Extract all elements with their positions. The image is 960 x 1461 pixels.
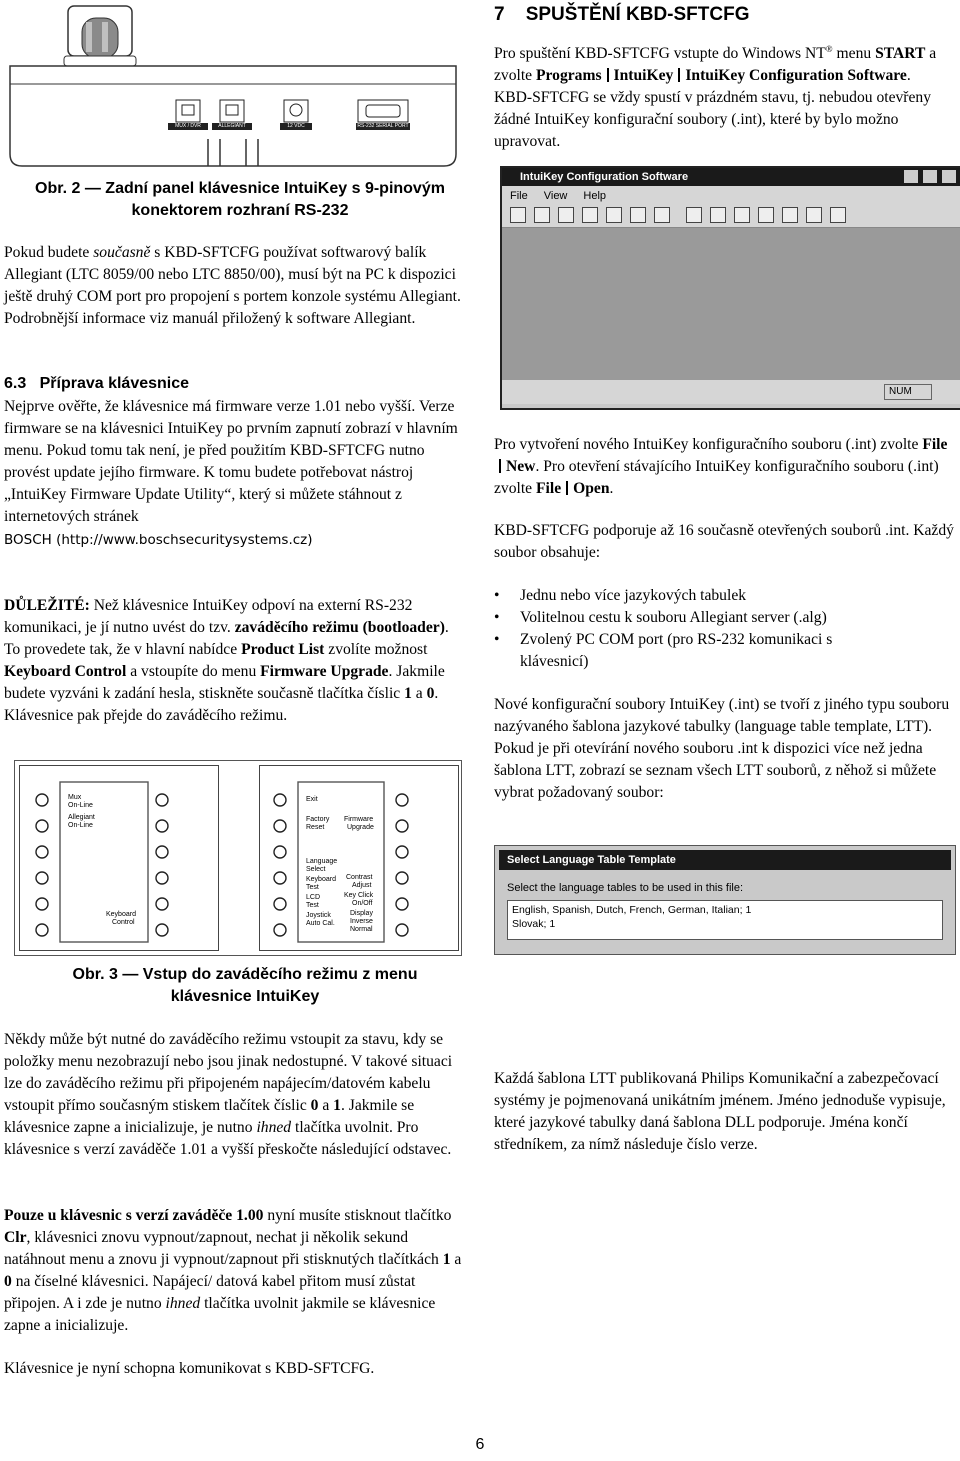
lcd1-keyboard: Keyboard (106, 911, 136, 918)
lcd2-lcd-test: Test (306, 902, 319, 909)
app-window-titlebar (502, 168, 960, 186)
copy-icon[interactable] (582, 207, 598, 223)
bosch-url: BOSCH (http://www.boschsecuritysystems.cz) (4, 532, 313, 548)
settings-icon[interactable] (806, 207, 822, 223)
keyboard-ready-paragraph: Klávesnice je nyní schopna komunikovat s KBD-SFTCFG. (4, 1360, 375, 1377)
ltt-paragraph: Nové konfigurační soubory IntuiKey (.int) se tvoří z jiného typu souboru nazývaného šablona jazykové tabulky (language table template, LTT). Pokud je při otevírání nového souboru .int k dispozici více než jedna šablona LTT, zobrazí se seznam všech LTT souborů, z něhož si můžete vybrat požadovaný soubor: (494, 696, 950, 801)
bootloader-direct-paragraph: Někdy může být nutné do zaváděcího režimu vstoupit za stavu, kdy se položky menu nezobrazují nebo jsou jinak nedostupné. V takové situaci lze do zaváděcího režimu při připojeném napájecím/datovém kabelu vstoupit přímo současným stiskem tlačítek číslic 0 a 1. Jakmile se klávesnice zapne a inicializuje, je nutno ihned tlačítka uvolnit. Pro klávesnice s verzí zaváděče 1.01 a vyšší přeskočte následující odstavec. (4, 1031, 453, 1158)
section-7-intro: Pro spuštění KBD-SFTCFG vstupte do Windows NT® menu START a zvolte Programs IntuiKey IntuiKey Configuration Software. KBD-SFTCFG se vždy spustí v prázdném stavu, tj. nebudou otevřeny žádné IntuiKey konfigurační soubory (.int), které by bylo možno upravovat. (494, 44, 937, 151)
workspace (502, 228, 960, 380)
keyboard-rear-illustration (8, 4, 458, 174)
ltt-list (507, 900, 943, 940)
figure-3-label: Obr. 3 (72, 966, 118, 983)
maximize-icon[interactable] (923, 170, 937, 183)
figure-3-text: — Vstup do zaváděcího režimu z menu klávesnice IntuiKey (122, 966, 418, 1005)
figure-2-text: — Zadní panel klávesnice IntuiKey s 9-pinovým konektorem rozhraní RS-232 (84, 180, 445, 219)
lcd2-upgrade: Upgrade (347, 824, 374, 831)
bootloader-100-paragraph: Pouze u klávesnic s verzí zaváděče 1.00 nyní musíte stisknout tlačítko Clr, klávesnici znovu vypnout/zapnout, nechat ji několik sekund natáhnout menu a znovu ji vypnout/zapnout při stisknutých tlačítkách 1 a 0 na číselné klávesnici. Napájecí/ datová kabel přitom musí zůstat připojen. A i zde je nutno ihned tlačítka uvolnit jakmile se klávesnice zapne a inicializuje. (4, 1207, 462, 1334)
redo-icon[interactable] (654, 207, 670, 223)
list-item: • Volitelnou cestu k souboru Allegiant server (.alg) (494, 607, 924, 629)
lcd2-autocal: Auto Cal. (306, 920, 335, 927)
close-icon[interactable] (942, 170, 956, 183)
ltt-naming-paragraph: Každá šablona LTT publikovaná Philips Komunikační a zabezpečovací systémy je pojmenovaná unikátním jménem. Jméno jednoduše vypisuje, které jazykové tabulky daná šablona DLL podporuje. Jména končí středníkem, za nímž následuje číslo verze. (494, 1070, 946, 1153)
lcd2-exit: Exit (306, 796, 318, 803)
keyboard-outline (8, 4, 458, 174)
ltt-dialog-titlebar: Select Language Table Template (499, 850, 951, 870)
list-item: • Jednu nebo více jazykových tabulek (494, 585, 924, 607)
list-item: • Zvolený PC COM port (pro RS-232 komunikaci s klávesnicí) (494, 629, 924, 673)
lcd2-keyboard-test: Keyboard (306, 876, 336, 883)
menu-view[interactable]: View (543, 190, 568, 202)
keyboard-icon[interactable] (710, 207, 726, 223)
save-icon[interactable] (558, 207, 574, 223)
menu-help[interactable]: Help (583, 190, 607, 202)
lcd1-allegiant: Allegiant (68, 814, 95, 821)
menu-file[interactable]: File (510, 190, 528, 202)
lcd2-inverse: Inverse (350, 918, 373, 925)
lcd-panel-1 (19, 765, 219, 951)
port-label-rs232: RS-232 SERIAL PORT (357, 123, 409, 129)
app-window-title: IntuiKey Configuration Software (520, 171, 689, 183)
section-6-3-heading: 6.3 Příprava klávesnice (4, 375, 190, 392)
edit-icon[interactable] (782, 207, 798, 223)
figure-2-caption (0, 178, 480, 222)
port-label-mux: MUX / DVR (168, 123, 208, 130)
menu-bar (502, 186, 960, 204)
status-bar (502, 380, 960, 404)
new-open-paragraph: Pro vytvoření nového IntuiKey konfiguračního souboru (.int) zvolte FileNew. Pro otevření stávajícího IntuiKey konfiguračního souboru (.int) zvolte File Open. (494, 436, 948, 497)
minimize-icon[interactable] (904, 170, 918, 183)
open-file-icon[interactable] (534, 207, 550, 223)
table-icon[interactable] (686, 207, 702, 223)
port-label-allegiant: ALLEGIANT (212, 123, 252, 130)
undo-icon[interactable] (630, 207, 646, 223)
page-number: 6 (475, 1436, 485, 1453)
lcd1-allegiant-online: On-Line (68, 822, 93, 829)
lcd2-contrast: Contrast (346, 874, 373, 881)
lcd2-onoff: On/Off (352, 900, 373, 907)
toolbar (502, 204, 960, 228)
lcd1-mux: Mux (68, 794, 82, 801)
lcd-panel-2 (259, 765, 459, 951)
num-lock-indicator: NUM (884, 384, 932, 400)
lcd2-firmware: Firmware (344, 816, 374, 823)
lcd2-keyclick: Key Click (344, 892, 374, 899)
lcd2-language: Language (306, 858, 338, 865)
file-contents-list (494, 585, 924, 673)
lcd2-factory: Factory (306, 816, 330, 823)
figure-2-label: Obr. 2 (35, 180, 81, 197)
section-7-heading: 7 SPUŠTĚNÍ KBD-SFTCFG (494, 4, 750, 25)
port-label-12vdc: 12 VDC (280, 123, 312, 130)
lcd2-reset: Reset (306, 824, 325, 831)
lcd2-select: Select (306, 866, 326, 873)
upload-icon[interactable] (758, 207, 774, 223)
window-controls (902, 170, 956, 188)
ltt-dialog-screenshot (494, 845, 956, 955)
figure-3-caption (30, 964, 460, 1008)
help-icon[interactable] (830, 207, 846, 223)
max-files-paragraph: KBD-SFTCFG podporuje až 16 současně otevřených souborů .int. Každý soubor obsahuje: (494, 522, 954, 561)
download-icon[interactable] (734, 207, 750, 223)
lcd2-joystick: Joystick (306, 912, 331, 919)
ltt-list-item[interactable]: Slovak; 1 (512, 918, 556, 930)
lcd-panels-figure (14, 760, 462, 956)
new-file-icon[interactable] (510, 207, 526, 223)
app-window-screenshot (500, 166, 960, 410)
lcd2-adjust: Adjust (352, 882, 372, 889)
lcd2-lcd: LCD (306, 894, 321, 901)
lcd1-mux-online: On-Line (68, 802, 93, 809)
lcd2-display: Display (350, 910, 373, 917)
lcd1-control: Control (112, 919, 135, 926)
lcd2-test: Test (306, 884, 319, 891)
lcd2-normal: Normal (350, 926, 373, 933)
allegiant-paragraph: Pokud budete současně s KBD-SFTCFG používat softwarový balík Allegiant (LTC 8059/00 nebo LTC 8850/00), musí být na PC k dispozici ještě druhý COM port pro propojení s portem konzole systému Allegiant. Podrobnější informace viz manuál přiložený k software Allegiant. (4, 244, 461, 327)
section-6-3-body: Nejprve ověřte, že klávesnice má firmware verze 1.01 nebo vyšší. Verze firmware se na klávesnici IntuiKey po prvním zapnutí zobrazí v hlavním menu. Pokud tomu tak není, je před použitím KBD-SFTCFG nutno provést update jejího firmware. K tomu budete potřebovat nástroj „IntuiKey Firmware Update Utility“, který si můžete stáhnout z internetových stránek (4, 398, 458, 525)
ltt-list-item[interactable]: English, Spanish, Dutch, French, German, Italian; 1 (512, 904, 752, 916)
ltt-dialog-prompt: Select the language tables to be used in this file: (507, 882, 744, 894)
important-paragraph: DŮLEŽITÉ: Než klávesnice IntuiKey odpoví na externí RS-232 komunikaci, je jí nutno uvést do tzv. zaváděcího režimu (bootloader). To provedete tak, že v hlavní nabídce Product List zvolíte možnost Keyboard Control a vstoupíte do menu Firmware Upgrade. Jakmile budete vyzváni k zadání hesla, stiskněte současně tlačítka číslic 1 a 0. Klávesnice pak přejde do zaváděcího režimu. (4, 597, 449, 724)
paste-icon[interactable] (606, 207, 622, 223)
